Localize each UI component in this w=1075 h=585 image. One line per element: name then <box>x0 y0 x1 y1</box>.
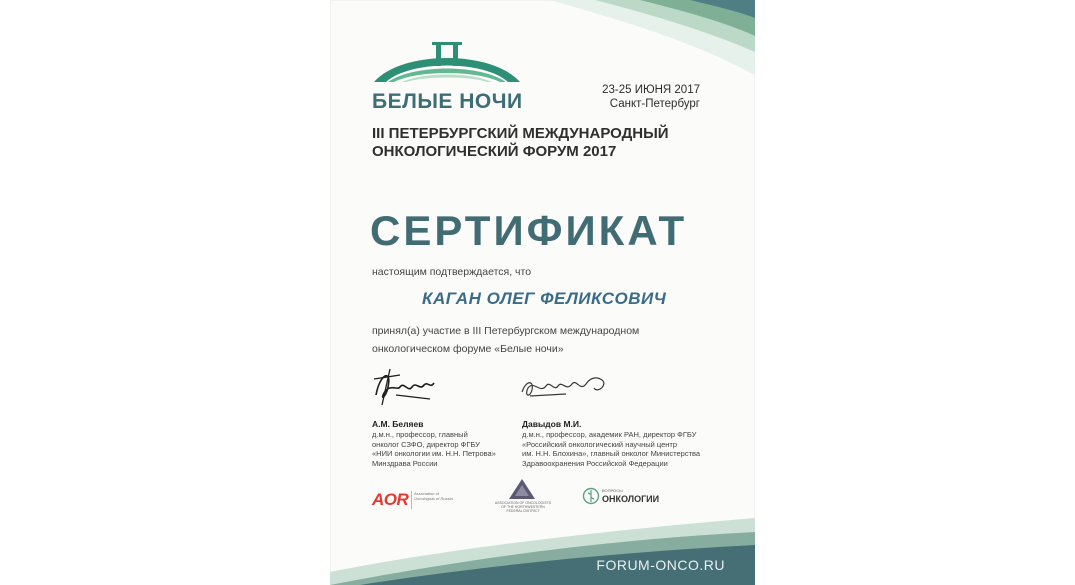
recipient-name: КАГАН ОЛЕГ ФЕЛИКСОВИЧ <box>422 289 667 308</box>
forum-title-line-2: ОНКОЛОГИЧЕСКИЙ ФОРУМ 2017 <box>372 143 617 160</box>
signature-2 <box>518 370 618 405</box>
signatory-1-detail: Минздрава России <box>372 458 438 468</box>
signatory-1-detail: «НИИ онкологии им. Н.Н. Петрова» <box>372 449 496 458</box>
association-logo-text: ASSOCIATION OF ONCOLOGISTS OF THE NORTHWESTERN FEDERAL DISTRICT <box>494 501 552 513</box>
signatory-1-detail: онколог СЗФО, директор ФГБУ <box>372 439 480 449</box>
signature-1 <box>370 365 440 410</box>
signatory-2-name: Давыдов М.И. <box>522 419 582 429</box>
white-nights-bridge-logo <box>372 42 522 87</box>
signatory-2-detail: Здравоохранения Российской Федерации <box>522 458 668 468</box>
participation-line-2: онкологическом форуме «Белые ночи» <box>372 343 564 355</box>
signatory-2-detail: «Российский онкологический научный центр <box>522 439 678 449</box>
oncology-journal-title: ОНКОЛОГИИ <box>602 494 660 504</box>
aor-logo-text: Association of Oncologists of Russia <box>414 491 453 501</box>
participation-line-1: принял(а) участие в III Петербургском международном <box>372 325 640 337</box>
oncology-journal-logo-icon <box>582 486 600 506</box>
signatory-2-detail: д.м.н., профессор, академик РАН, директор ФГБУ <box>522 430 697 439</box>
certificate-page <box>330 0 755 585</box>
signatory-2-details <box>522 430 737 468</box>
signatory-1-details <box>372 430 522 468</box>
forum-title-line-1: III ПЕТЕРБУРГСКИЙ МЕЖДУНАРОДНЫЙ <box>372 125 669 142</box>
oncology-journal-small-text: ВОПРОСЫ <box>602 488 623 493</box>
participation-text <box>372 322 702 358</box>
aor-logo: AOR <box>372 490 409 509</box>
website-url: FORUM-ONCO.RU <box>596 557 725 573</box>
brand-name: БЕЛЫЕ НОЧИ <box>372 90 523 113</box>
signatory-2-detail: им. Н.Н. Блохина», главный онколог Министерства <box>522 449 701 458</box>
signatory-1-name: А.М. Беляев <box>372 419 424 429</box>
association-triangle-logo <box>508 478 536 500</box>
aor-divider <box>411 491 412 509</box>
signatory-1-detail: д.м.н., профессор, главный <box>372 430 468 439</box>
event-city: Санкт-Петербург <box>609 98 700 110</box>
certificate-title: СЕРТИФИКАТ <box>370 207 688 254</box>
event-dates: 23-25 ИЮНЯ 2017 <box>602 84 700 96</box>
forum-title <box>372 125 732 161</box>
confirm-text: настоящим подтверждается, что <box>372 266 532 278</box>
